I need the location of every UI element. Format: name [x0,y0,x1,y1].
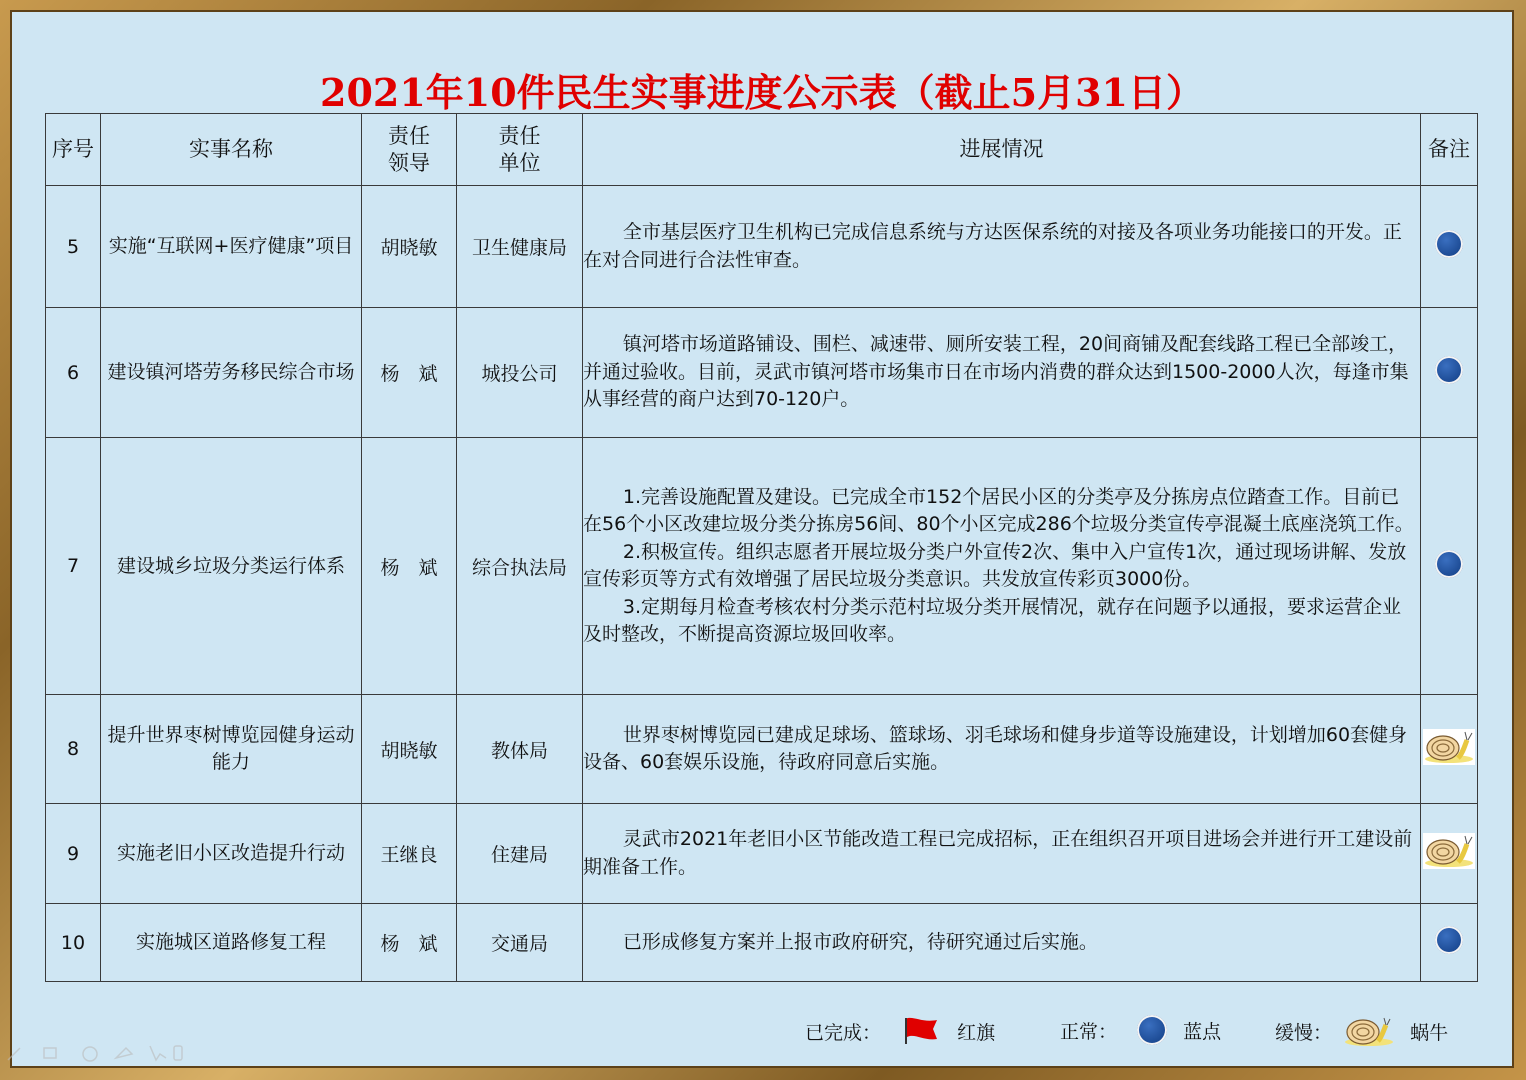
header-remark: 备注 [1421,114,1478,186]
table-header-row [46,114,1478,186]
legend-normal-text: 蓝点 [1183,1021,1222,1043]
header-leader [362,114,457,186]
header-name: 实事名称 [101,114,362,186]
cell-seq: 6 [46,308,101,438]
legend-done [805,1015,995,1050]
cell-remark [1421,308,1478,438]
legend-done-text: 红旗 [957,1022,996,1044]
table-row [46,695,1478,804]
cell-unit: 综合执法局 [457,438,583,695]
progress-paragraph: 灵武市2021年老旧小区节能改造工程已完成招标，正在组织召开项目进场会并进行开工建设前期准备工作。 [583,828,1413,878]
blue-dot-icon [1137,1015,1167,1045]
header-leader-line2: 领导 [388,150,430,175]
legend-slow-text: 蜗牛 [1410,1022,1449,1044]
cell-progress [583,438,1421,695]
cell-progress [583,695,1421,804]
snail-icon [1423,833,1475,874]
blue-dot-icon [1435,550,1463,578]
blue-dot-icon [1435,926,1463,954]
cell-leader: 杨 斌 [362,308,457,438]
table-row [46,804,1478,904]
cell-remark [1421,904,1478,982]
header-progress: 进展情况 [583,114,1421,186]
snail-icon [1423,729,1475,770]
cell-remark [1421,804,1478,904]
header-leader-line1: 责任 [388,123,430,148]
legend-normal-label: 正常： [1060,1021,1118,1043]
blue-dot-icon [1435,356,1463,384]
blue-dot-icon [1435,230,1463,258]
cell-progress [583,904,1421,982]
cell-leader: 胡晓敏 [362,695,457,804]
table-row [46,438,1478,695]
header-unit [457,114,583,186]
progress-table [45,113,1478,982]
progress-paragraph: 3.定期每月检查考核农村分类示范村垃圾分类开展情况，就存在问题予以通报，要求运营企业及时整改，不断提高资源垃圾回收率。 [583,595,1402,645]
header-unit-line1: 责任 [498,123,541,148]
cell-name: 实施老旧小区改造提升行动 [101,804,362,904]
progress-paragraph: 全市基层医疗卫生机构已完成信息系统与方达医保系统的对接及各项业务功能接口的开发。正在对合同进行合法性审查。 [583,221,1402,271]
red-flag-icon [901,1015,941,1050]
cell-progress [583,186,1421,308]
cell-progress [583,804,1421,904]
cell-unit: 城投公司 [457,308,583,438]
cell-leader: 杨 斌 [362,904,457,982]
legend-slow [1275,1015,1448,1052]
progress-paragraph: 世界枣树博览园已建成足球场、篮球场、羽毛球场和健身步道等设施建设，计划增加60套健身设备、60套娱乐设施，待政府同意后实施。 [583,723,1408,773]
cell-seq: 10 [46,904,101,982]
cell-name: 实施“互联网+医疗健康”项目 [101,186,362,308]
cell-name: 提升世界枣树博览园健身运动能力 [101,695,362,804]
slideshow-pen-toolbar[interactable] [4,1040,184,1068]
cell-unit: 住建局 [457,804,583,904]
cell-remark [1421,695,1478,804]
header-seq: 序号 [46,114,101,186]
cell-unit: 教体局 [457,695,583,804]
slide-canvas [10,10,1514,1068]
table-row [46,308,1478,438]
legend-slow-label: 缓慢： [1275,1022,1333,1044]
legend-done-label: 已完成： [805,1022,882,1044]
cell-unit: 交通局 [457,904,583,982]
page-title: 2021年10件民生实事进度公示表（截止5月31日） [320,70,1204,115]
cell-seq: 8 [46,695,101,804]
progress-paragraph: 1.完善设施配置及建设。已完成全市152个居民小区的分类亭及分拣房点位踏查工作。目前已在56个小区改建垃圾分类分拣房56间、80个小区完成286个垃圾分类宣传亭混凝土底座浇筑工作。 [583,485,1414,535]
cell-unit: 卫生健康局 [457,186,583,308]
cell-progress [583,308,1421,438]
cell-remark [1421,186,1478,308]
progress-paragraph: 镇河塔市场道路铺设、围栏、减速带、厕所安装工程，20间商铺及配套线路工程已全部竣工，并通过验收。目前，灵武市镇河塔市场集市日在市场内消费的群众达到1500-2000人次，每逢市集从事经营的商户达到70-120户。 [583,333,1409,411]
cell-leader: 杨 斌 [362,438,457,695]
cell-name: 建设镇河塔劳务移民综合市场 [101,308,362,438]
cell-remark [1421,438,1478,695]
cell-seq: 5 [46,186,101,308]
progress-paragraph: 2.积极宣传。组织志愿者开展垃圾分类户外宣传2次、集中入户宣传1次，通过现场讲解、发放宣传彩页等方式有效增强了居民垃圾分类意识。共发放宣传彩页3000份。 [583,540,1407,590]
legend-normal [1060,1015,1221,1045]
cell-name: 实施城区道路修复工程 [101,904,362,982]
progress-paragraph: 已形成修复方案并上报市政府研究，待研究通过后实施。 [622,930,1098,953]
table-row [46,186,1478,308]
cell-name: 建设城乡垃圾分类运行体系 [101,438,362,695]
snail-icon [1344,1015,1394,1052]
cell-seq: 7 [46,438,101,695]
cell-leader: 胡晓敏 [362,186,457,308]
header-unit-line2: 单位 [498,150,541,175]
cell-leader: 王继良 [362,804,457,904]
cell-seq: 9 [46,804,101,904]
table-row [46,904,1478,982]
